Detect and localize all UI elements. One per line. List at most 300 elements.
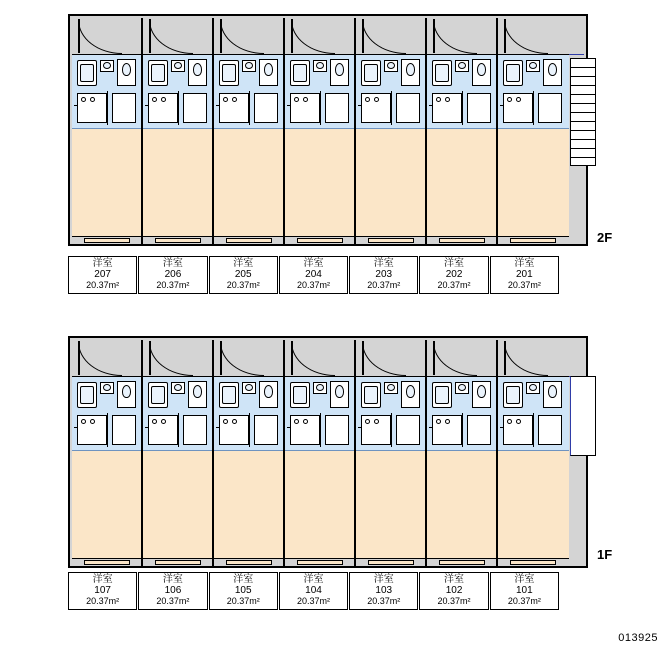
bathtub-inner-icon (222, 64, 236, 82)
room-area: 20.37m² (226, 279, 260, 290)
wet-area (214, 54, 283, 128)
stove-burner-icon (374, 419, 379, 424)
room-type: 洋室 (373, 258, 394, 270)
window-icon (155, 238, 201, 243)
stove-burner-icon (436, 419, 441, 424)
wall-tick (74, 427, 78, 428)
room-type: 洋室 (514, 258, 535, 270)
toilet-bowl-icon (477, 63, 486, 76)
entry-area (427, 340, 496, 376)
room-type: 洋室 (444, 258, 465, 270)
room-type: 洋室 (303, 574, 324, 586)
toilet-bowl-icon (335, 385, 344, 398)
toilet-bowl-icon (335, 63, 344, 76)
balcony-area (356, 558, 425, 566)
room-number: 202 (445, 269, 463, 281)
balcony-area (498, 236, 569, 244)
room-area: 20.37m² (367, 595, 401, 606)
stove-burner-icon (445, 419, 450, 424)
washbasin-bowl-icon (174, 62, 182, 69)
living-room-area (143, 450, 212, 558)
toilet-bowl-icon (122, 63, 131, 76)
stove-burner-icon (365, 97, 370, 102)
wet-area (498, 376, 569, 450)
partition-wall (107, 413, 108, 447)
stair-step (571, 95, 595, 104)
drawing-id-code: 013925 (618, 632, 658, 644)
window-icon (155, 560, 201, 565)
window-icon (297, 238, 343, 243)
room-label-101 (490, 572, 559, 610)
room-label-106 (138, 572, 207, 610)
living-room-area (143, 128, 212, 236)
wall-tick (500, 105, 504, 106)
living-room-area (427, 128, 496, 236)
bathtub-inner-icon (435, 386, 449, 404)
balcony-area (214, 236, 283, 244)
building-outline-1f (68, 336, 588, 568)
partition-wall (178, 413, 179, 447)
closet-icon (396, 415, 420, 445)
entry-area (285, 18, 354, 54)
stair-step (571, 122, 595, 131)
building-outline-2f (68, 14, 588, 246)
stair-step (571, 59, 595, 68)
door-leaf-icon (78, 19, 80, 53)
wall-tick (429, 427, 433, 428)
unit-101 (498, 340, 569, 566)
living-room-area (214, 450, 283, 558)
room-label-204 (279, 256, 348, 294)
entry-area (214, 340, 283, 376)
toilet-bowl-icon (122, 385, 131, 398)
closet-icon (325, 415, 349, 445)
stair-step (571, 113, 595, 122)
wet-area (356, 54, 425, 128)
door-leaf-icon (78, 341, 80, 375)
closet-icon (467, 415, 491, 445)
balcony-area (498, 558, 569, 566)
stair-landing (571, 377, 595, 457)
door-swing-icon (504, 342, 548, 376)
stove-burner-icon (90, 419, 95, 424)
unit-103 (356, 340, 427, 566)
closet-icon (325, 93, 349, 123)
partition-wall (178, 91, 179, 125)
room-type: 洋室 (162, 258, 183, 270)
wet-area (427, 376, 496, 450)
bathtub-inner-icon (293, 386, 307, 404)
wall-tick (287, 105, 291, 106)
bathtub-inner-icon (151, 64, 165, 82)
room-number: 102 (445, 585, 463, 597)
door-leaf-icon (504, 341, 506, 375)
stove-burner-icon (152, 419, 157, 424)
room-type: 洋室 (92, 258, 113, 270)
stove-burner-icon (507, 97, 512, 102)
closet-icon (112, 415, 136, 445)
unit-row-2f (72, 18, 588, 244)
living-room-area (214, 128, 283, 236)
toilet-bowl-icon (193, 385, 202, 398)
wet-area (72, 376, 141, 450)
washbasin-bowl-icon (245, 384, 253, 391)
door-swing-icon (149, 20, 193, 54)
stove-burner-icon (303, 97, 308, 102)
living-room-area (72, 128, 141, 236)
balcony-area (143, 558, 212, 566)
stair-step (571, 86, 595, 95)
wet-area (285, 376, 354, 450)
wet-area (285, 54, 354, 128)
entry-area (498, 18, 569, 54)
balcony-area (427, 236, 496, 244)
washbasin-bowl-icon (245, 62, 253, 69)
stove-burner-icon (232, 97, 237, 102)
window-icon (84, 560, 130, 565)
unit-204 (285, 18, 356, 244)
room-type: 洋室 (373, 574, 394, 586)
stove-burner-icon (223, 97, 228, 102)
room-area: 20.37m² (367, 279, 401, 290)
room-area: 20.37m² (156, 279, 190, 290)
window-icon (439, 560, 485, 565)
room-label-102 (419, 572, 488, 610)
stove-burner-icon (161, 97, 166, 102)
partition-wall (533, 413, 534, 447)
balcony-area (214, 558, 283, 566)
room-number: 201 (515, 269, 533, 281)
partition-wall (391, 413, 392, 447)
wall-tick (358, 105, 362, 106)
door-swing-icon (149, 342, 193, 376)
door-swing-icon (291, 342, 335, 376)
wall-tick (216, 427, 220, 428)
toilet-bowl-icon (264, 385, 273, 398)
partition-wall (533, 91, 534, 125)
living-room-area (356, 450, 425, 558)
window-icon (510, 238, 556, 243)
window-icon (510, 560, 556, 565)
room-label-105 (209, 572, 278, 610)
room-label-row-1f (68, 572, 560, 610)
door-swing-icon (78, 20, 122, 54)
room-label-103 (349, 572, 418, 610)
room-area: 20.37m² (296, 279, 330, 290)
balcony-area (143, 236, 212, 244)
entry-area (72, 18, 141, 54)
room-label-104 (279, 572, 348, 610)
closet-icon (183, 93, 207, 123)
washbasin-bowl-icon (529, 384, 537, 391)
living-room-area (498, 450, 569, 558)
bathtub-inner-icon (506, 386, 520, 404)
unit-206 (143, 18, 214, 244)
door-swing-icon (78, 342, 122, 376)
wet-area (214, 376, 283, 450)
washbasin-bowl-icon (103, 384, 111, 391)
door-leaf-icon (362, 341, 364, 375)
wall-tick (429, 105, 433, 106)
stove-burner-icon (223, 419, 228, 424)
room-area: 20.37m² (86, 279, 120, 290)
room-number: 204 (305, 269, 322, 281)
door-leaf-icon (220, 341, 222, 375)
room-type: 洋室 (303, 258, 324, 270)
partition-wall (462, 91, 463, 125)
door-swing-icon (220, 342, 264, 376)
toilet-bowl-icon (548, 63, 557, 76)
washbasin-bowl-icon (458, 384, 466, 391)
partition-wall (249, 91, 250, 125)
stair-step (571, 140, 595, 149)
door-leaf-icon (504, 19, 506, 53)
stove-burner-icon (507, 419, 512, 424)
washbasin-bowl-icon (316, 384, 324, 391)
room-number: 107 (94, 585, 111, 597)
balcony-area (285, 236, 354, 244)
window-icon (368, 238, 414, 243)
room-number: 101 (515, 585, 533, 597)
unit-105 (214, 340, 285, 566)
stove-burner-icon (303, 419, 308, 424)
closet-icon (254, 415, 278, 445)
partition-wall (391, 91, 392, 125)
room-area: 20.37m² (156, 595, 190, 606)
wall-tick (145, 105, 149, 106)
door-swing-icon (433, 20, 477, 54)
entry-area (143, 340, 212, 376)
stair-step (571, 68, 595, 77)
entry-area (427, 18, 496, 54)
stove-burner-icon (161, 419, 166, 424)
partition-wall (462, 413, 463, 447)
wet-area (498, 54, 569, 128)
balcony-area (285, 558, 354, 566)
stove-burner-icon (90, 97, 95, 102)
entry-area (143, 18, 212, 54)
closet-icon (538, 415, 562, 445)
room-number: 106 (164, 585, 182, 597)
closet-icon (538, 93, 562, 123)
balcony-area (72, 558, 141, 566)
room-area: 20.37m² (437, 595, 471, 606)
window-icon (226, 560, 272, 565)
room-area: 20.37m² (437, 279, 471, 290)
entry-area (356, 340, 425, 376)
wet-area (72, 54, 141, 128)
unit-106 (143, 340, 214, 566)
stove-burner-icon (365, 419, 370, 424)
unit-201 (498, 18, 569, 244)
toilet-bowl-icon (264, 63, 273, 76)
unit-205 (214, 18, 285, 244)
living-room-area (498, 128, 569, 236)
living-room-area (427, 450, 496, 558)
unit-102 (427, 340, 498, 566)
door-swing-icon (433, 342, 477, 376)
entry-area (214, 18, 283, 54)
room-type: 洋室 (514, 574, 535, 586)
entry-area (285, 340, 354, 376)
stair-step (571, 131, 595, 140)
washbasin-bowl-icon (387, 62, 395, 69)
closet-icon (396, 93, 420, 123)
bathtub-inner-icon (151, 386, 165, 404)
room-number: 103 (375, 585, 393, 597)
window-icon (368, 560, 414, 565)
entry-area (498, 340, 569, 376)
stair-step (571, 149, 595, 158)
washbasin-bowl-icon (387, 384, 395, 391)
bathtub-inner-icon (222, 386, 236, 404)
wall-tick (500, 427, 504, 428)
wet-area (427, 54, 496, 128)
room-label-207 (68, 256, 137, 294)
room-number: 207 (94, 269, 111, 281)
stair-step (571, 77, 595, 86)
room-label-row-2f (68, 256, 560, 294)
stove-burner-icon (294, 97, 299, 102)
living-room-area (285, 128, 354, 236)
door-swing-icon (504, 20, 548, 54)
door-leaf-icon (220, 19, 222, 53)
room-type: 洋室 (444, 574, 465, 586)
floor-block-1f (68, 336, 588, 568)
staircase-1f (570, 376, 596, 456)
room-area: 20.37m² (226, 595, 260, 606)
door-leaf-icon (291, 19, 293, 53)
room-type: 洋室 (92, 574, 113, 586)
balcony-area (356, 236, 425, 244)
wet-area (143, 54, 212, 128)
door-leaf-icon (433, 19, 435, 53)
floor-tag-2f: 2F (597, 230, 613, 245)
room-type: 洋室 (162, 574, 183, 586)
wall-tick (145, 427, 149, 428)
partition-wall (107, 91, 108, 125)
door-swing-icon (220, 20, 264, 54)
unit-207 (72, 18, 143, 244)
floor-tag-1f: 1F (597, 547, 613, 562)
entry-area (72, 340, 141, 376)
bathtub-inner-icon (506, 64, 520, 82)
stove-burner-icon (152, 97, 157, 102)
stove-burner-icon (81, 419, 86, 424)
stove-burner-icon (516, 97, 521, 102)
room-number: 105 (234, 585, 252, 597)
door-leaf-icon (433, 341, 435, 375)
room-area: 20.37m² (86, 595, 120, 606)
window-icon (297, 560, 343, 565)
staircase-2f (570, 58, 596, 166)
entry-area (356, 18, 425, 54)
washbasin-bowl-icon (103, 62, 111, 69)
washbasin-bowl-icon (174, 384, 182, 391)
stove-burner-icon (81, 97, 86, 102)
bathtub-inner-icon (364, 64, 378, 82)
room-label-201 (490, 256, 559, 294)
toilet-bowl-icon (193, 63, 202, 76)
stair-step (571, 158, 595, 167)
room-number: 104 (305, 585, 322, 597)
toilet-bowl-icon (548, 385, 557, 398)
door-swing-icon (362, 20, 406, 54)
door-leaf-icon (149, 19, 151, 53)
stair-step (571, 104, 595, 113)
room-number: 203 (375, 269, 393, 281)
unit-107 (72, 340, 143, 566)
wall-tick (287, 427, 291, 428)
closet-icon (112, 93, 136, 123)
unit-104 (285, 340, 356, 566)
room-number: 205 (234, 269, 252, 281)
room-area: 20.37m² (507, 279, 541, 290)
stove-burner-icon (294, 419, 299, 424)
wet-area (356, 376, 425, 450)
room-label-205 (209, 256, 278, 294)
bathtub-inner-icon (293, 64, 307, 82)
toilet-bowl-icon (477, 385, 486, 398)
wet-area (143, 376, 212, 450)
stove-burner-icon (374, 97, 379, 102)
living-room-area (356, 128, 425, 236)
door-leaf-icon (291, 341, 293, 375)
balcony-area (427, 558, 496, 566)
wall-tick (216, 105, 220, 106)
partition-wall (320, 91, 321, 125)
room-number: 206 (164, 269, 182, 281)
door-swing-icon (362, 342, 406, 376)
door-leaf-icon (149, 341, 151, 375)
washbasin-bowl-icon (458, 62, 466, 69)
window-icon (84, 238, 130, 243)
wall-tick (358, 427, 362, 428)
room-type: 洋室 (233, 574, 254, 586)
window-icon (439, 238, 485, 243)
closet-icon (254, 93, 278, 123)
living-room-area (285, 450, 354, 558)
unit-row-1f (72, 340, 588, 566)
closet-icon (467, 93, 491, 123)
bathtub-inner-icon (80, 386, 94, 404)
door-leaf-icon (362, 19, 364, 53)
toilet-bowl-icon (406, 385, 415, 398)
wall-tick (74, 105, 78, 106)
stove-burner-icon (436, 97, 441, 102)
floor-block-2f (68, 14, 588, 246)
room-type: 洋室 (233, 258, 254, 270)
closet-icon (183, 415, 207, 445)
washbasin-bowl-icon (529, 62, 537, 69)
bathtub-inner-icon (435, 64, 449, 82)
stove-burner-icon (516, 419, 521, 424)
room-label-107 (68, 572, 137, 610)
stove-burner-icon (445, 97, 450, 102)
unit-202 (427, 18, 498, 244)
room-label-202 (419, 256, 488, 294)
room-area: 20.37m² (296, 595, 330, 606)
stove-burner-icon (232, 419, 237, 424)
partition-wall (249, 413, 250, 447)
unit-203 (356, 18, 427, 244)
toilet-bowl-icon (406, 63, 415, 76)
room-label-203 (349, 256, 418, 294)
washbasin-bowl-icon (316, 62, 324, 69)
door-swing-icon (291, 20, 335, 54)
window-icon (226, 238, 272, 243)
bathtub-inner-icon (364, 386, 378, 404)
